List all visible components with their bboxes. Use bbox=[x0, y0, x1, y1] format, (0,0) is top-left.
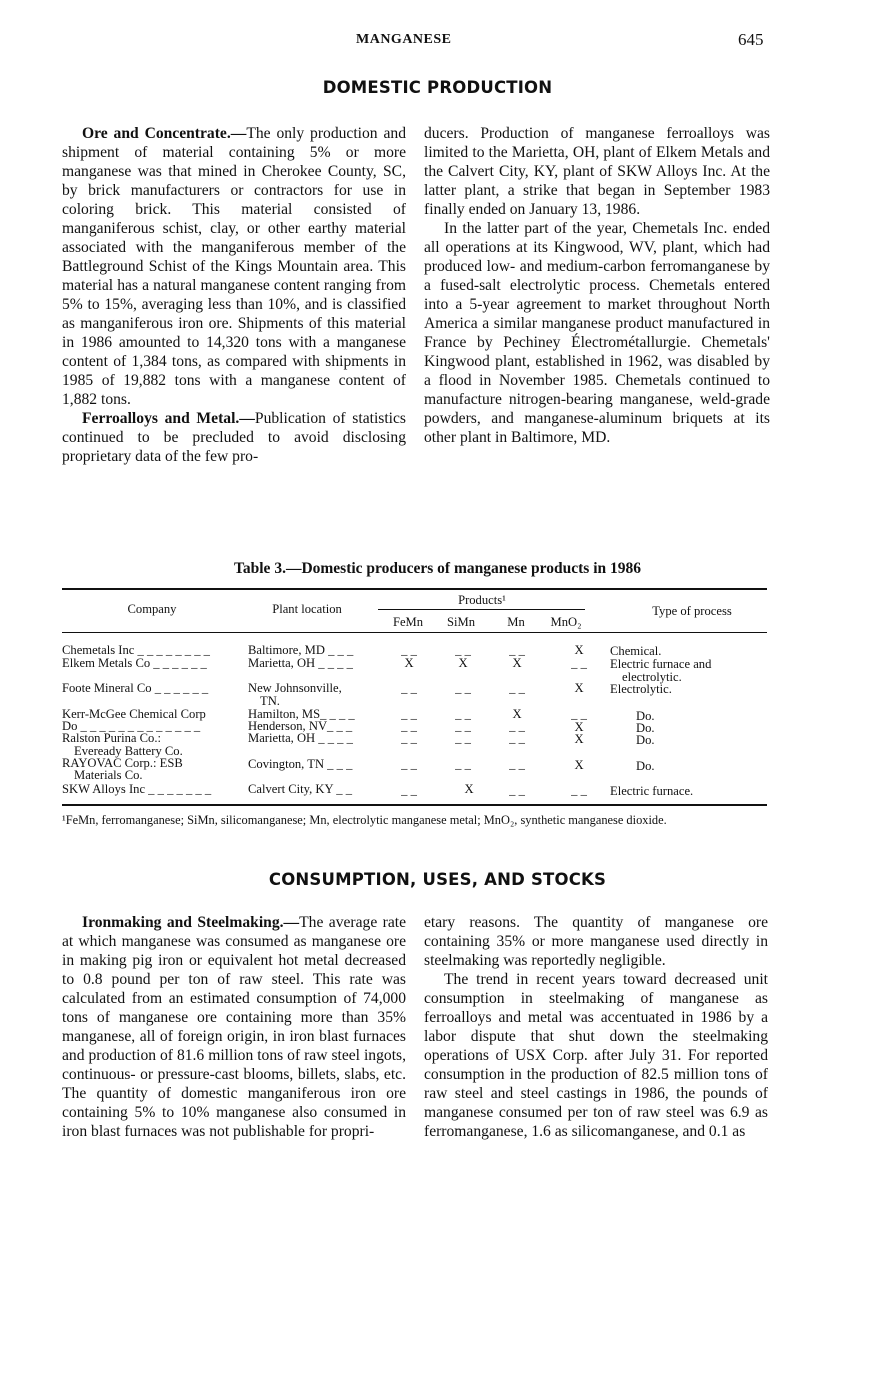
cell-location: Covington, TN _ _ _ bbox=[248, 757, 353, 771]
cell-process: Do. bbox=[636, 709, 655, 723]
cell-simn: _ _ bbox=[455, 643, 471, 657]
cell-location: Henderson, NV_ _ _ bbox=[248, 719, 353, 733]
paragraph-trend: The trend in recent years toward decreased unit consumption in steelmaking of manganese as ferroalloys and metal was accentuated in 1986 by a labor dispute that shut down the steelmaking operations of USX Corp. after July 31. For reported consumption in the production of 82.5 million tons of raw steel and steel castings in 1986, the pounds of manganese consumed per ton of raw steel was 6.9 as ferromanganese, 1.6 as silicomanganese, and 0.1 as bbox=[424, 971, 768, 1140]
cell-mno2: X bbox=[574, 758, 584, 772]
running-header bbox=[0, 28, 875, 58]
table-footnote: ¹FeMn, ferromanganese; SiMn, silicomanganese; Mn, electrolytic manganese metal; MnO₂, synthetic manganese dioxide. bbox=[62, 813, 667, 827]
cell-mno2: _ _ bbox=[571, 783, 587, 797]
cell-mno2: X bbox=[574, 732, 584, 746]
cell-company-cont: Materials Co. bbox=[74, 768, 143, 782]
run-in-heading: Ferroalloys and Metal.— bbox=[82, 410, 255, 427]
header-mno2: MnO₂ bbox=[550, 615, 582, 629]
cell-process: Do. bbox=[636, 721, 655, 735]
cell-company: RAYOVAC Corp.: ESB bbox=[62, 756, 183, 770]
cell-mn: _ _ bbox=[509, 731, 525, 745]
table-header-rule bbox=[62, 632, 767, 633]
cell-location: Marietta, OH _ _ _ _ bbox=[248, 731, 353, 745]
cell-femn: _ _ bbox=[401, 757, 417, 771]
cell-location: Marietta, OH _ _ _ _ bbox=[248, 656, 353, 670]
header-femn: FeMn bbox=[392, 615, 424, 629]
paragraph-chemetals: In the latter part of the year, Chemetals Inc. ended all operations at its Kingwood, WV, plant, which had produced low- and medium-carbon ferromanganese by a fused-salt electrolytic process. Chemetals entered into a 5-year agreement to market throughout North America a similar manganese product manufactured in France by Pechiney Électrométallurgie. Chemetals' Kingwood plant, established in 1962, was disabled by a flood in November 1985. Chemetals continued to manufacture nitrogen-bearing manganese, weld-grade powders, and manganese-aluminum briquets at its other plant in Baltimore, MD. bbox=[424, 220, 770, 446]
cell-femn: _ _ bbox=[401, 783, 417, 797]
run-in-heading: Ironmaking and Steelmaking.— bbox=[82, 914, 300, 931]
cell-company: Foote Mineral Co _ _ _ _ _ _ bbox=[62, 681, 209, 695]
cell-mn: _ _ bbox=[509, 681, 525, 695]
cell-location: Baltimore, MD _ _ _ bbox=[248, 643, 354, 657]
paragraph-text: Publication of statistics continued to be precluded to avoid disclosing proprietary data of the few pro- bbox=[62, 410, 407, 465]
paragraph-ore-concentrate bbox=[62, 124, 406, 409]
cell-femn: X bbox=[404, 656, 414, 670]
cell-location: New Johnsonville, bbox=[248, 681, 342, 695]
cell-simn: _ _ bbox=[455, 681, 471, 695]
cell-company: Kerr-McGee Chemical Corp bbox=[62, 707, 206, 721]
header-process: Type of process bbox=[652, 604, 732, 618]
cell-mn: X bbox=[512, 707, 522, 721]
cell-location: Calvert City, KY _ _ bbox=[248, 782, 353, 796]
cell-mno2: _ _ bbox=[571, 656, 587, 670]
cell-mno2: X bbox=[574, 681, 584, 695]
cell-simn: _ _ bbox=[455, 757, 471, 771]
cell-location-cont: TN. bbox=[260, 694, 280, 708]
cell-simn: _ _ bbox=[455, 719, 471, 733]
header-simn: SiMn bbox=[447, 615, 475, 629]
section-heading-consumption: CONSUMPTION, USES, AND STOCKS bbox=[268, 870, 607, 889]
cell-process: Do. bbox=[636, 733, 655, 747]
cell-process: Electric furnace and bbox=[610, 657, 712, 671]
paragraph-ironmaking bbox=[62, 913, 406, 1141]
consumption-left-column bbox=[62, 913, 406, 1203]
production-right-column bbox=[424, 124, 770, 524]
production-left-column bbox=[62, 124, 406, 524]
table-top-rule bbox=[62, 588, 767, 590]
cell-femn: _ _ bbox=[401, 731, 417, 745]
page-number: 645 bbox=[738, 30, 764, 49]
cell-process: Electrolytic. bbox=[610, 682, 672, 696]
cell-simn: _ _ bbox=[455, 707, 471, 721]
paragraph-ferroalloys bbox=[62, 409, 406, 466]
paragraph-text: The average rate at which manganese was consumed as manganese ore in making pig iron or equivalent hot metal decreased to 0.8 pound per ton of raw steel. This rate was calculated from an estimated consumption of 74,000 tons of manganese ore containing more than 35% manganese, all of foreign origin, in iron blast furnaces and production of 81.6 million tons of raw steel ingots, continuous- or pressure-cast blooms, billets, slabs, etc. The quantity of domestic manganiferous iron ore containing 5% to 10% manganese also consumed in iron blast furnaces was not publishable for propri- bbox=[62, 914, 406, 1140]
cell-mno2: _ _ bbox=[571, 707, 587, 721]
table-title: Table 3.—Domestic producers of manganese products in 1986 bbox=[233, 560, 642, 577]
paragraph-continued: etary reasons. The quantity of manganese ore containing 35% or more manganese used directly in steelmaking was reportedly negligible. bbox=[424, 914, 768, 969]
header-plant-location: Plant location bbox=[272, 602, 342, 616]
cell-mn: _ _ bbox=[509, 719, 525, 733]
cell-mno2: X bbox=[574, 720, 584, 734]
section-heading-domestic-production: DOMESTIC PRODUCTION bbox=[322, 78, 553, 97]
cell-company: Chemetals Inc _ _ _ _ _ _ _ _ bbox=[62, 643, 210, 657]
cell-femn: _ _ bbox=[401, 707, 417, 721]
paragraph-continued: ducers. Production of manganese ferroalloys was limited to the Marietta, OH, plant of Elkem Metals and the Calvert City, KY, plant of SKW Alloys Inc. At the latter plant, a strike that began in September 1983 finally ended on January 13, 1986. bbox=[424, 125, 770, 218]
producers-table bbox=[62, 588, 767, 806]
cell-location: Hamilton, MS_ _ _ _ bbox=[248, 707, 355, 721]
cell-company: Elkem Metals Co _ _ _ _ _ _ bbox=[62, 656, 207, 670]
cell-simn: X bbox=[464, 782, 474, 796]
cell-company: SKW Alloys Inc _ _ _ _ _ _ _ bbox=[62, 782, 212, 796]
cell-process: Do. bbox=[636, 759, 655, 773]
header-products: Products¹ bbox=[458, 593, 506, 607]
cell-simn: X bbox=[458, 656, 468, 670]
cell-mno2: X bbox=[574, 643, 584, 657]
cell-process-cont: electrolytic. bbox=[622, 670, 682, 684]
cell-process: Chemical. bbox=[610, 644, 662, 658]
products-span-rule bbox=[378, 609, 585, 610]
cell-simn: _ _ bbox=[455, 731, 471, 745]
running-title: MANGANESE bbox=[356, 32, 452, 47]
cell-femn: _ _ bbox=[401, 643, 417, 657]
cell-process: Electric furnace. bbox=[610, 784, 694, 798]
paragraph-text: The only production and shipment of material containing 5% or more manganese was that mined in Cherokee County, SC, by brick manufacturers or contractors for use in coloring brick. This material consisted of manganiferous schist, clay, or other earthy material associated with the manganiferous member of the Battleground Schist of the Kings Mountain area. This material has a natural manganese content ranging from 5% to 15%, averaging less than 10%, and is classified as manganiferous iron ore. Shipments of this material in 1986 amounted to 14,320 tons with a manganese content of 1,384 tons, as compared with shipments in 1985 of 19,882 tons with a manganese content of 1,882 tons. bbox=[62, 125, 406, 408]
cell-mn: _ _ bbox=[509, 643, 525, 657]
cell-mn: _ _ bbox=[509, 783, 525, 797]
run-in-heading: Ore and Concentrate.— bbox=[82, 125, 247, 142]
cell-company: Do _ _ _ _ _ _ _ _ _ _ _ _ _ bbox=[62, 719, 201, 733]
cell-femn: _ _ bbox=[401, 681, 417, 695]
table-bottom-rule bbox=[62, 804, 767, 806]
cell-femn: _ _ bbox=[401, 719, 417, 733]
cell-mn: _ _ bbox=[509, 757, 525, 771]
cell-company: Ralston Purina Co.: bbox=[62, 731, 162, 745]
header-company: Company bbox=[127, 602, 177, 616]
cell-mn: X bbox=[512, 656, 522, 670]
cell-company-cont: Eveready Battery Co. bbox=[74, 744, 183, 758]
header-mn: Mn bbox=[507, 615, 525, 629]
consumption-right-column bbox=[424, 913, 768, 1203]
